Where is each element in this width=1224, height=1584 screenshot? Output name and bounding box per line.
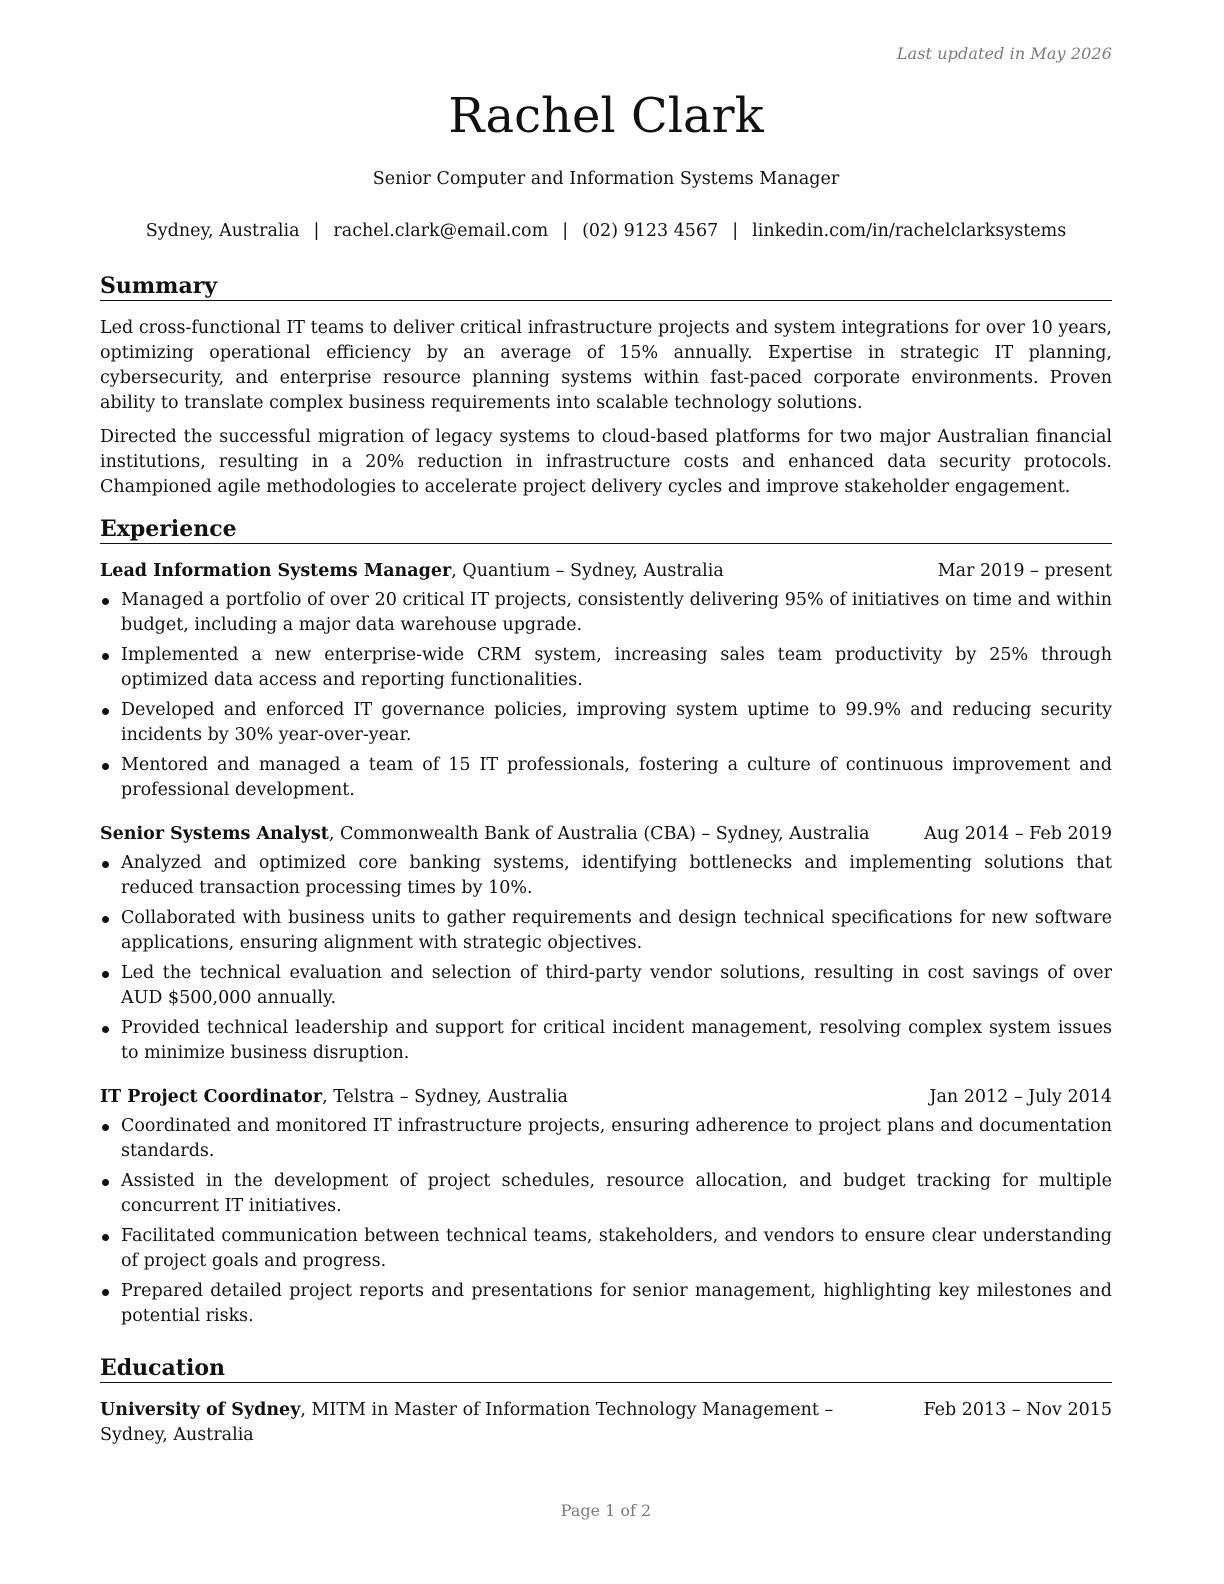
bullet-item <box>100 698 1112 748</box>
education-detail: , MITM in Master of Information Technology Management – Sydney, Australia <box>100 1400 834 1445</box>
section-title-summary: Summary <box>100 272 1112 301</box>
summary-section <box>100 272 1112 500</box>
bullet-icon <box>102 598 109 605</box>
job-header <box>100 822 1112 847</box>
job-role: Senior Systems Analyst <box>100 824 329 844</box>
page-number: Page 1 of 2 <box>560 1501 652 1520</box>
bullet-text: Developed and enforced IT governance policies, improving system uptime to 99.9% and reducing security incidents by 30% year-over-year. <box>121 700 1112 745</box>
bullet-text: Assisted in the development of project schedules, resource allocation, and budget tracking for multiple concurrent IT initiatives. <box>121 1171 1112 1216</box>
bullet-icon <box>102 1234 109 1241</box>
bullet-icon <box>102 763 109 770</box>
job-title-line <box>100 559 938 584</box>
bullet-icon <box>102 1026 109 1033</box>
bullet-icon <box>102 1289 109 1296</box>
section-title-experience: Experience <box>100 515 1112 544</box>
bullet-text: Managed a portfolio of over 20 critical IT projects, consistently delivering 95% of initiatives on time and within budget, including a major data warehouse upgrade. <box>121 590 1112 635</box>
bullet-item <box>100 906 1112 956</box>
bullet-text: Led the technical evaluation and selection of third-party vendor solutions, resulting in cost savings of over AUD $500,000 annually. <box>121 963 1112 1008</box>
contact-separator: | <box>562 221 569 241</box>
job-dates: Jan 2012 – July 2014 <box>929 1087 1112 1107</box>
bullet-text: Provided technical leadership and support for critical incident management, resolving complex system issues to minimize business disruption. <box>121 1018 1112 1063</box>
bullet-icon <box>102 1179 109 1186</box>
job-dates: Mar 2019 – present <box>937 561 1112 581</box>
contact-location: Sydney, Australia <box>145 221 300 241</box>
education-school: University of Sydney <box>100 1400 301 1420</box>
bullet-item <box>100 753 1112 803</box>
job-entry <box>100 822 1112 1066</box>
job-entry <box>100 559 1112 803</box>
job-role: IT Project Coordinator <box>100 1087 323 1107</box>
contact-email[interactable]: rachel.clark@email.com <box>333 221 549 241</box>
bullet-item <box>100 588 1112 638</box>
education-entry <box>100 1398 1112 1448</box>
bullet-item <box>100 961 1112 1011</box>
experience-section <box>100 515 1112 1334</box>
job-org: , Telstra – Sydney, Australia <box>322 1087 568 1107</box>
bullet-item <box>100 1224 1112 1274</box>
contact-separator: | <box>313 221 320 241</box>
bullet-item <box>100 1016 1112 1066</box>
bullet-text: Mentored and managed a team of 15 IT professionals, fostering a culture of continuous improvement and professional development. <box>121 755 1112 800</box>
bullet-icon <box>102 861 109 868</box>
resume-page <box>100 0 1112 1584</box>
job-bullets <box>100 1114 1112 1329</box>
job-role: Lead Information Systems Manager <box>100 561 452 581</box>
section-title-education: Education <box>100 1354 1112 1383</box>
bullet-text: Collaborated with business units to gather requirements and design technical specifications for new software applications, ensuring alignment with strategic objectives. <box>121 908 1112 953</box>
bullet-text: Analyzed and optimized core banking systems, identifying bottlenecks and implementing solutions that reduced transaction processing times by 10%. <box>121 853 1112 898</box>
job-title-line <box>100 822 924 847</box>
summary-paragraph: Led cross-functional IT teams to deliver critical infrastructure projects and system integrations for over 10 years, optimizing operational efficiency by an average of 15% annually. Expertise in strategic IT planning, cybersecurity, and enterprise resource planning systems within fast-paced corporate environments. Proven ability to translate complex business requirements into scalable technology solutions. <box>100 318 1112 413</box>
contact-phone: (02) 9123 4567 <box>582 221 719 241</box>
job-title-line <box>100 1085 929 1110</box>
bullet-item <box>100 1279 1112 1329</box>
contact-linkedin[interactable]: linkedin.com/in/rachelclarksystems <box>752 221 1067 241</box>
contact-line <box>100 219 1112 243</box>
candidate-headline: Senior Computer and Information Systems Manager <box>372 169 840 189</box>
bullet-text: Coordinated and monitored IT infrastructure projects, ensuring adherence to project plans and documentation standards. <box>121 1116 1112 1161</box>
bullet-item <box>100 1169 1112 1219</box>
job-header <box>100 559 1112 584</box>
bullet-text: Facilitated communication between technical teams, stakeholders, and vendors to ensure clear understanding of project goals and progress. <box>121 1226 1112 1271</box>
bullet-text: Implemented a new enterprise-wide CRM system, increasing sales team productivity by 25% through optimized data access and reporting functionalities. <box>121 645 1112 690</box>
bullet-icon <box>102 971 109 978</box>
contact-separator: | <box>732 221 739 241</box>
education-section <box>100 1354 1112 1448</box>
job-entry <box>100 1085 1112 1329</box>
job-org: , Quantium – Sydney, Australia <box>451 561 724 581</box>
education-dates: Feb 2013 – Nov 2015 <box>923 1400 1112 1420</box>
job-bullets <box>100 851 1112 1066</box>
bullet-icon <box>102 1124 109 1131</box>
education-line <box>100 1398 923 1448</box>
bullet-item <box>100 643 1112 693</box>
candidate-name: Rachel Clark <box>448 88 764 144</box>
bullet-item <box>100 1114 1112 1164</box>
bullet-icon <box>102 916 109 923</box>
last-updated-note: Last updated in May 2026 <box>896 44 1112 63</box>
bullet-icon <box>102 708 109 715</box>
bullet-text: Prepared detailed project reports and presentations for senior management, highlighting key milestones and potential risks. <box>121 1281 1112 1326</box>
job-dates: Aug 2014 – Feb 2019 <box>924 824 1112 844</box>
job-header <box>100 1085 1112 1110</box>
bullet-item <box>100 851 1112 901</box>
bullet-icon <box>102 653 109 660</box>
summary-paragraph: Directed the successful migration of legacy systems to cloud-based platforms for two major Australian financial institutions, resulting in a 20% reduction in infrastructure costs and enhanced data security protocols. Championed agile methodologies to accelerate project delivery cycles and improve stakeholder engagement. <box>100 427 1112 497</box>
job-org: , Commonwealth Bank of Australia (CBA) – Sydney, Australia <box>328 824 870 844</box>
job-bullets <box>100 588 1112 803</box>
